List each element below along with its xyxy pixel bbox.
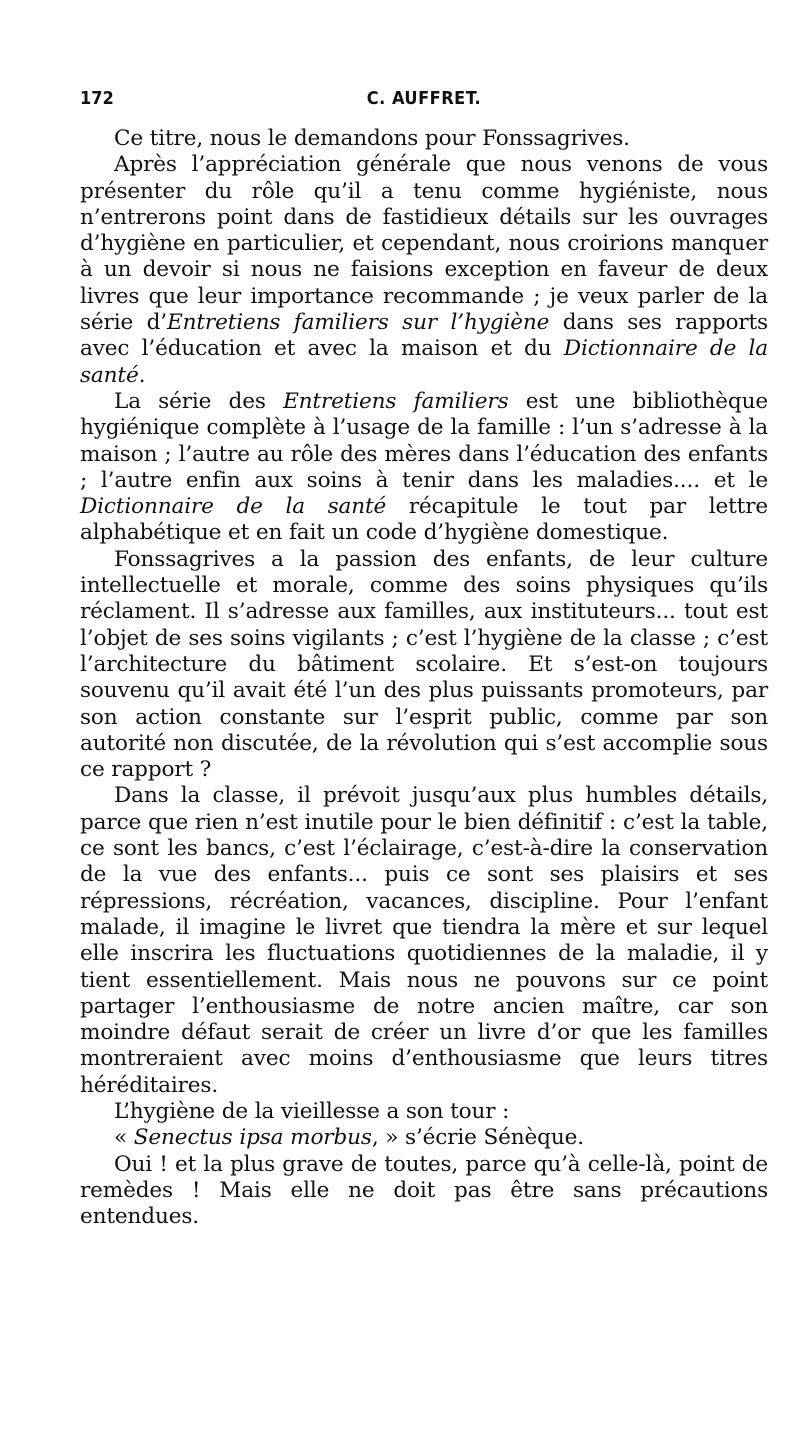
body-text xyxy=(80,126,768,1230)
page-number: 172 xyxy=(80,88,114,109)
paragraph xyxy=(80,126,768,152)
paragraph xyxy=(80,1152,768,1231)
running-head xyxy=(80,88,768,118)
paragraph xyxy=(80,152,768,389)
text-run: La série des xyxy=(114,388,284,414)
latin-quote: Senectus ipsa morbus xyxy=(133,1125,372,1151)
text-run: Oui ! et la plus grave de toutes, parce qu’à celle-là, point de remèdes ! Mais elle ne doit pas être sans précautions entendues. xyxy=(80,1151,768,1230)
text-run: récapitule le tout par lettre alphabétique et en fait un code d’hygiène domestique. xyxy=(80,494,769,546)
book-title: Entretiens familiers sur l’hygiène xyxy=(167,310,550,336)
book-title: Dictionnaire de la santé xyxy=(80,494,387,520)
running-title: C. AUFFRET. xyxy=(366,88,482,109)
quotation xyxy=(80,1125,768,1151)
book-title: Entretiens familiers xyxy=(283,388,509,414)
text-run: Fonssagrives a la passion des enfants, de leur culture intellectuelle et morale, comme des soins physiques qu’ils réclament. Il s’adresse aux familles, aux instituteurs... tout est l’objet de ses soins vigilants ; c’est l’hygiène de la classe ; c’est l’architecture du bâtiment scolaire. Et s’est-on toujours souvenu qu’il avait été l’un des plus puissants promoteurs, par son action constante sur l’esprit public, comme par son autorité non discutée, de la révolution qui s’est accomplie sous ce rapport ? xyxy=(80,546,768,783)
paragraph xyxy=(80,1099,768,1125)
text-run: L’hygiène de la vieillesse a son tour : xyxy=(114,1098,510,1124)
text-run: est une bibliothèque hygiénique complète à l’usage de la famille : l’un s’adresse à la maison ; l’autre au rôle des mères dans l’éducation des enfants ; l’autre enfin aux soins à tenir dans les maladies.... et le xyxy=(80,388,768,493)
text-run: dans ses rapports avec l’éducation et avec la maison et du xyxy=(80,310,768,362)
book-title: Dictionnaire de la santé xyxy=(80,336,768,388)
paragraph xyxy=(80,783,768,1099)
paragraph xyxy=(80,389,768,547)
text-run: Après l’appréciation générale que nous venons de vous présenter du rôle qu’il a tenu comme hygiéniste, nous n’entrerons point dans de fastidieux détails sur les ouvrages d’hygiène en particulier, et cependant, nous croirions manquer à un devoir si nous ne faisions exception en faveur de deux livres que leur importance recommande ; je veux parler de la série d’ xyxy=(80,152,768,336)
text-run: Dans la classe, il prévoit jusqu’aux plus humbles détails, parce que rien n’est inutile pour le bien définitif : c’est la table, ce sont les bancs, c’est l’éclairage, c’est-à-dire la conservation de la vue des enfants... puis ce sont ses plaisirs et ses répressions, récréation, vacances, discipline. Pour l’enfant malade, il imagine le livret que tiendra la mère et sur lequel elle inscrira les fluctuations quotidiennes de la maladie, il y tient essentiellement. Mais nous ne pouvons sur ce point partager l’enthousiasme de notre ancien maître, car son moindre défaut serait de créer un livre d’or que les familles montreraient avec moins d’enthousiasme que leurs titres héréditaires. xyxy=(80,783,768,1098)
text-run: . xyxy=(138,362,146,388)
text-run: Ce titre, nous le demandons pour Fonssagrives. xyxy=(114,126,630,151)
paragraph xyxy=(80,547,768,784)
text-run: « xyxy=(114,1125,134,1151)
text-run: , » s’écrie Sénèque. xyxy=(371,1125,584,1151)
